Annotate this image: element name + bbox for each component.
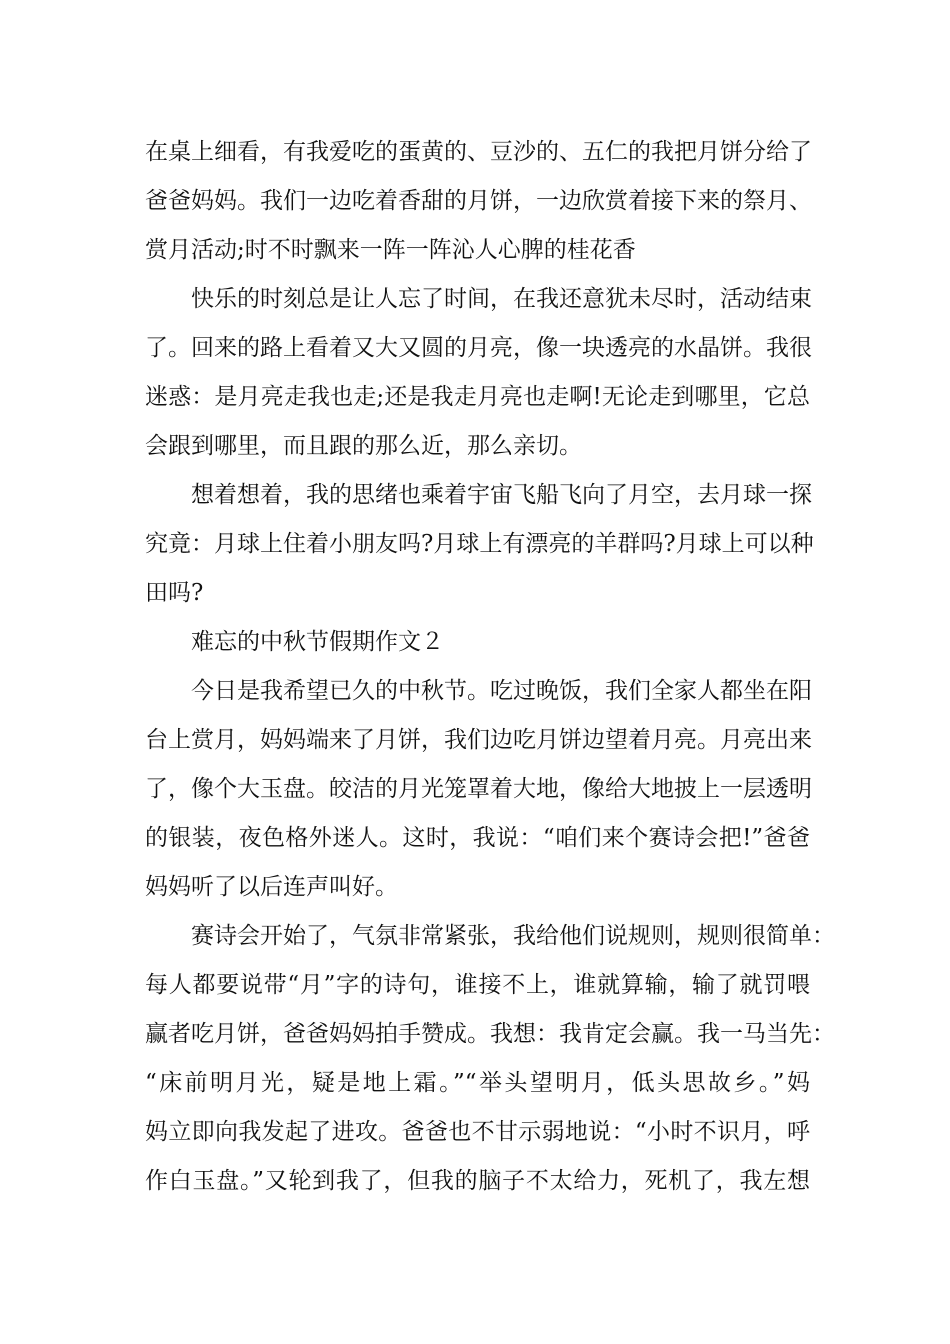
text-line: 了，像个大玉盘。皎洁的月光笼罩着大地，像给大地披上一层透明 [145, 776, 812, 802]
text-line: 迷惑：是月亮走我也走;还是我走月亮也走啊!无论走到哪里，它总 [145, 384, 810, 410]
text-line: 作白玉盘。”又轮到我了，但我的脑子不太给力，死机了，我左想 [145, 1168, 810, 1194]
text-line: 想着想着，我的思绪也乘着宇宙飞船飞向了月空，去月球一探 [191, 482, 812, 508]
text-line: 妈妈听了以后连声叫好。 [145, 874, 398, 900]
text-line: 每人都要说带“月”字的诗句，谁接不上，谁就算输，输了就罚喂 [145, 972, 810, 998]
text-line: 田吗? [145, 580, 204, 606]
heading-text: 难忘的中秋节假期作文２ [191, 629, 444, 655]
text-line: 在桌上细看，有我爱吃的蛋黄的、豆沙的、五仁的我把月饼分给了 [145, 139, 812, 165]
paragraph [145, 471, 814, 618]
text-line: “床前明月光，疑是地上霜。”“举头望明月，低头思故乡。”妈 [145, 1070, 810, 1096]
document-body [145, 128, 835, 1206]
text-line: 今日是我希望已久的中秋节。吃过晚饭，我们全家人都坐在阳 [191, 678, 812, 704]
text-line: 台上赏月，妈妈端来了月饼，我们边吃月饼边望着月亮。月亮出来 [145, 727, 812, 753]
section-heading [145, 618, 810, 667]
text-line: 的银装，夜色格外迷人。这时，我说：“咱们来个赛诗会把!”爸爸 [145, 825, 810, 851]
text-line: 妈立即向我发起了进攻。爸爸也不甘示弱地说：“小时不识月，呼 [145, 1119, 810, 1145]
text-line: 快乐的时刻总是让人忘了时间，在我还意犹未尽时，活动结束 [191, 286, 812, 312]
paragraph [145, 275, 810, 471]
paragraph [145, 128, 810, 275]
paragraph [145, 667, 810, 912]
text-line: 赏月活动;时不时飘来一阵一阵沁人心脾的桂花香 [145, 237, 636, 263]
text-line: 爸爸妈妈。我们一边吃着香甜的月饼，一边欣赏着接下来的祭月、 [145, 188, 812, 214]
paragraph [145, 912, 835, 1206]
text-line: 赛诗会开始了，气氛非常紧张，我给他们说规则，规则很简单： [191, 923, 835, 949]
text-line: 会跟到哪里，而且跟的那么近，那么亲切。 [145, 433, 582, 459]
text-line: 究竟：月球上住着小朋友吗?月球上有漂亮的羊群吗?月球上可以种 [145, 531, 814, 557]
text-line: 了。回来的路上看着又大又圆的月亮，像一块透亮的水晶饼。我很 [145, 335, 812, 361]
text-line: 赢者吃月饼，爸爸妈妈拍手赞成。我想：我肯定会赢。我一马当先： [145, 1021, 835, 1047]
